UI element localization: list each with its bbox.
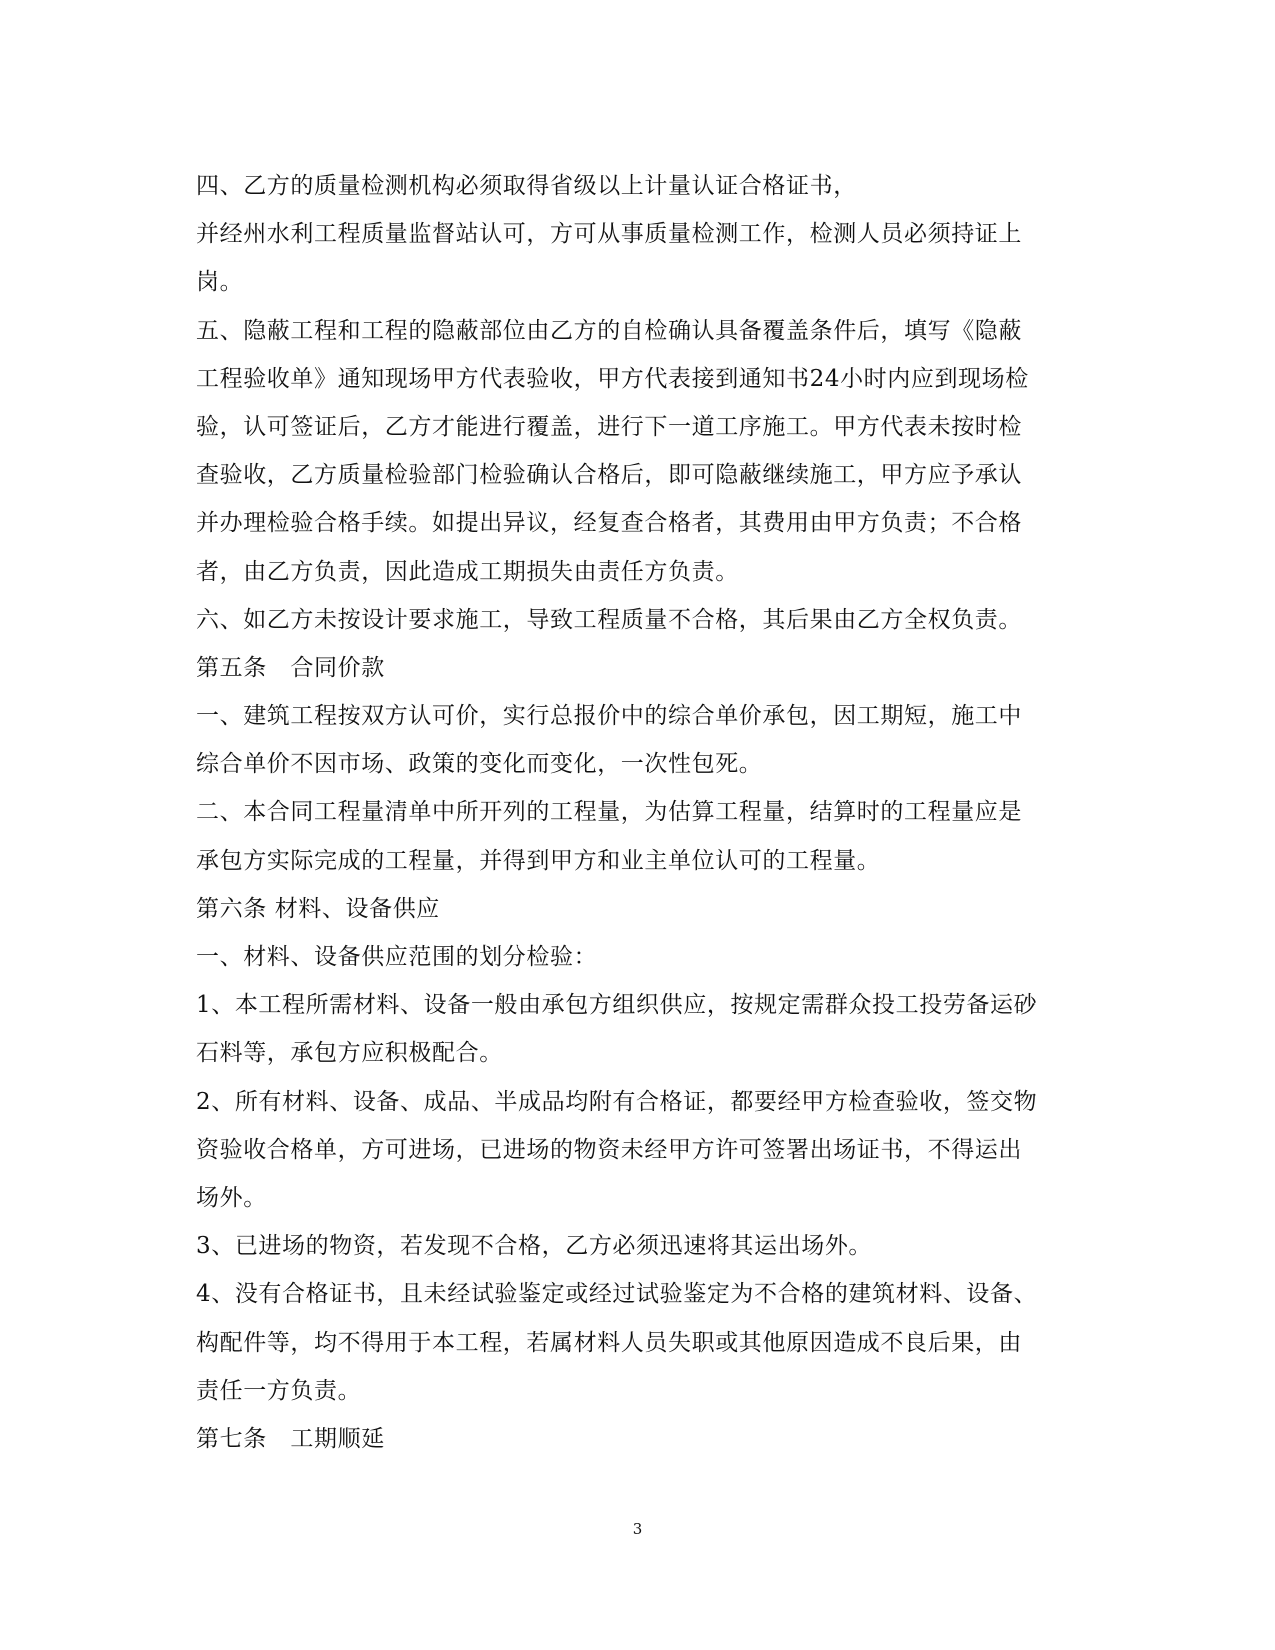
text-line: 岗。 [196,269,244,296]
text-line: 工程验收单》通知现场甲方代表验收，甲方代表接到通知书24小时内应到现场检 [196,365,1029,392]
document-body [196,162,1076,1463]
text-line: 4、没有合格证书，且未经试验鉴定或经过试验鉴定为不合格的建筑材料、设备、 [196,1281,1038,1308]
section-heading: 第六条 材料、设备供应 [196,895,440,922]
text-line: 二、本合同工程量清单中所开列的工程量，为估算工程量，结算时的工程量应是 [196,799,1022,826]
text-line: 综合单价不因市场、政策的变化而变化，一次性包死。 [196,751,763,778]
text-line: 者，由乙方负责，因此造成工期损失由责任方负责。 [196,558,739,585]
text-line: 场外。 [196,1184,267,1211]
section-heading: 第五条 合同价款 [196,654,385,681]
text-line: 责任一方负责。 [196,1377,362,1404]
text-line: 并经州水利工程质量监督站认可，方可从事质量检测工作，检测人员必须持证上 [196,221,1022,248]
text-line: 五、隐蔽工程和工程的隐蔽部位由乙方的自检确认具备覆盖条件后，填写《隐蔽 [196,317,1022,344]
text-line: 四、乙方的质量检测机构必须取得省级以上计量认证合格证书， [196,173,857,199]
text-line: 石料等，承包方应积极配合。 [196,1040,503,1067]
text-line: 一、材料、设备供应范围的划分检验： [196,944,598,970]
text-line: 资验收合格单，方可进场，已进场的物资未经甲方许可签署出场证书，不得运出 [196,1136,1022,1163]
text-line: 一、建筑工程按双方认可价，实行总报价中的综合单价承包，因工期短，施工中 [196,703,1022,730]
text-line: 并办理检验合格手续。如提出异议，经复查合格者，其费用由甲方负责；不合格 [196,510,1022,537]
text-line: 2、所有材料、设备、成品、半成品均附有合格证，都要经甲方检查验收，签交物 [196,1088,1038,1115]
text-line: 承包方实际完成的工程量，并得到甲方和业主单位认可的工程量。 [196,847,881,874]
page-number: 3 [632,1520,643,1538]
text-line: 构配件等，均不得用于本工程，若属材料人员失职或其他原因造成不良后果，由 [196,1329,1022,1356]
text-line: 验，认可签证后，乙方才能进行覆盖，进行下一道工序施工。甲方代表未按时检 [196,413,1022,440]
text-line: 六、如乙方未按设计要求施工，导致工程质量不合格，其后果由乙方全权负责。 [196,606,1022,633]
text-line: 1、本工程所需材料、设备一般由承包方组织供应，按规定需群众投工投劳备运砂 [196,992,1038,1019]
text-line: 3、已进场的物资，若发现不合格，乙方必须迅速将其运出场外。 [196,1233,873,1260]
section-heading: 第七条 工期顺延 [196,1425,385,1452]
text-line: 查验收，乙方质量检验部门检验确认合格后，即可隐蔽继续施工，甲方应予承认 [196,462,1022,489]
